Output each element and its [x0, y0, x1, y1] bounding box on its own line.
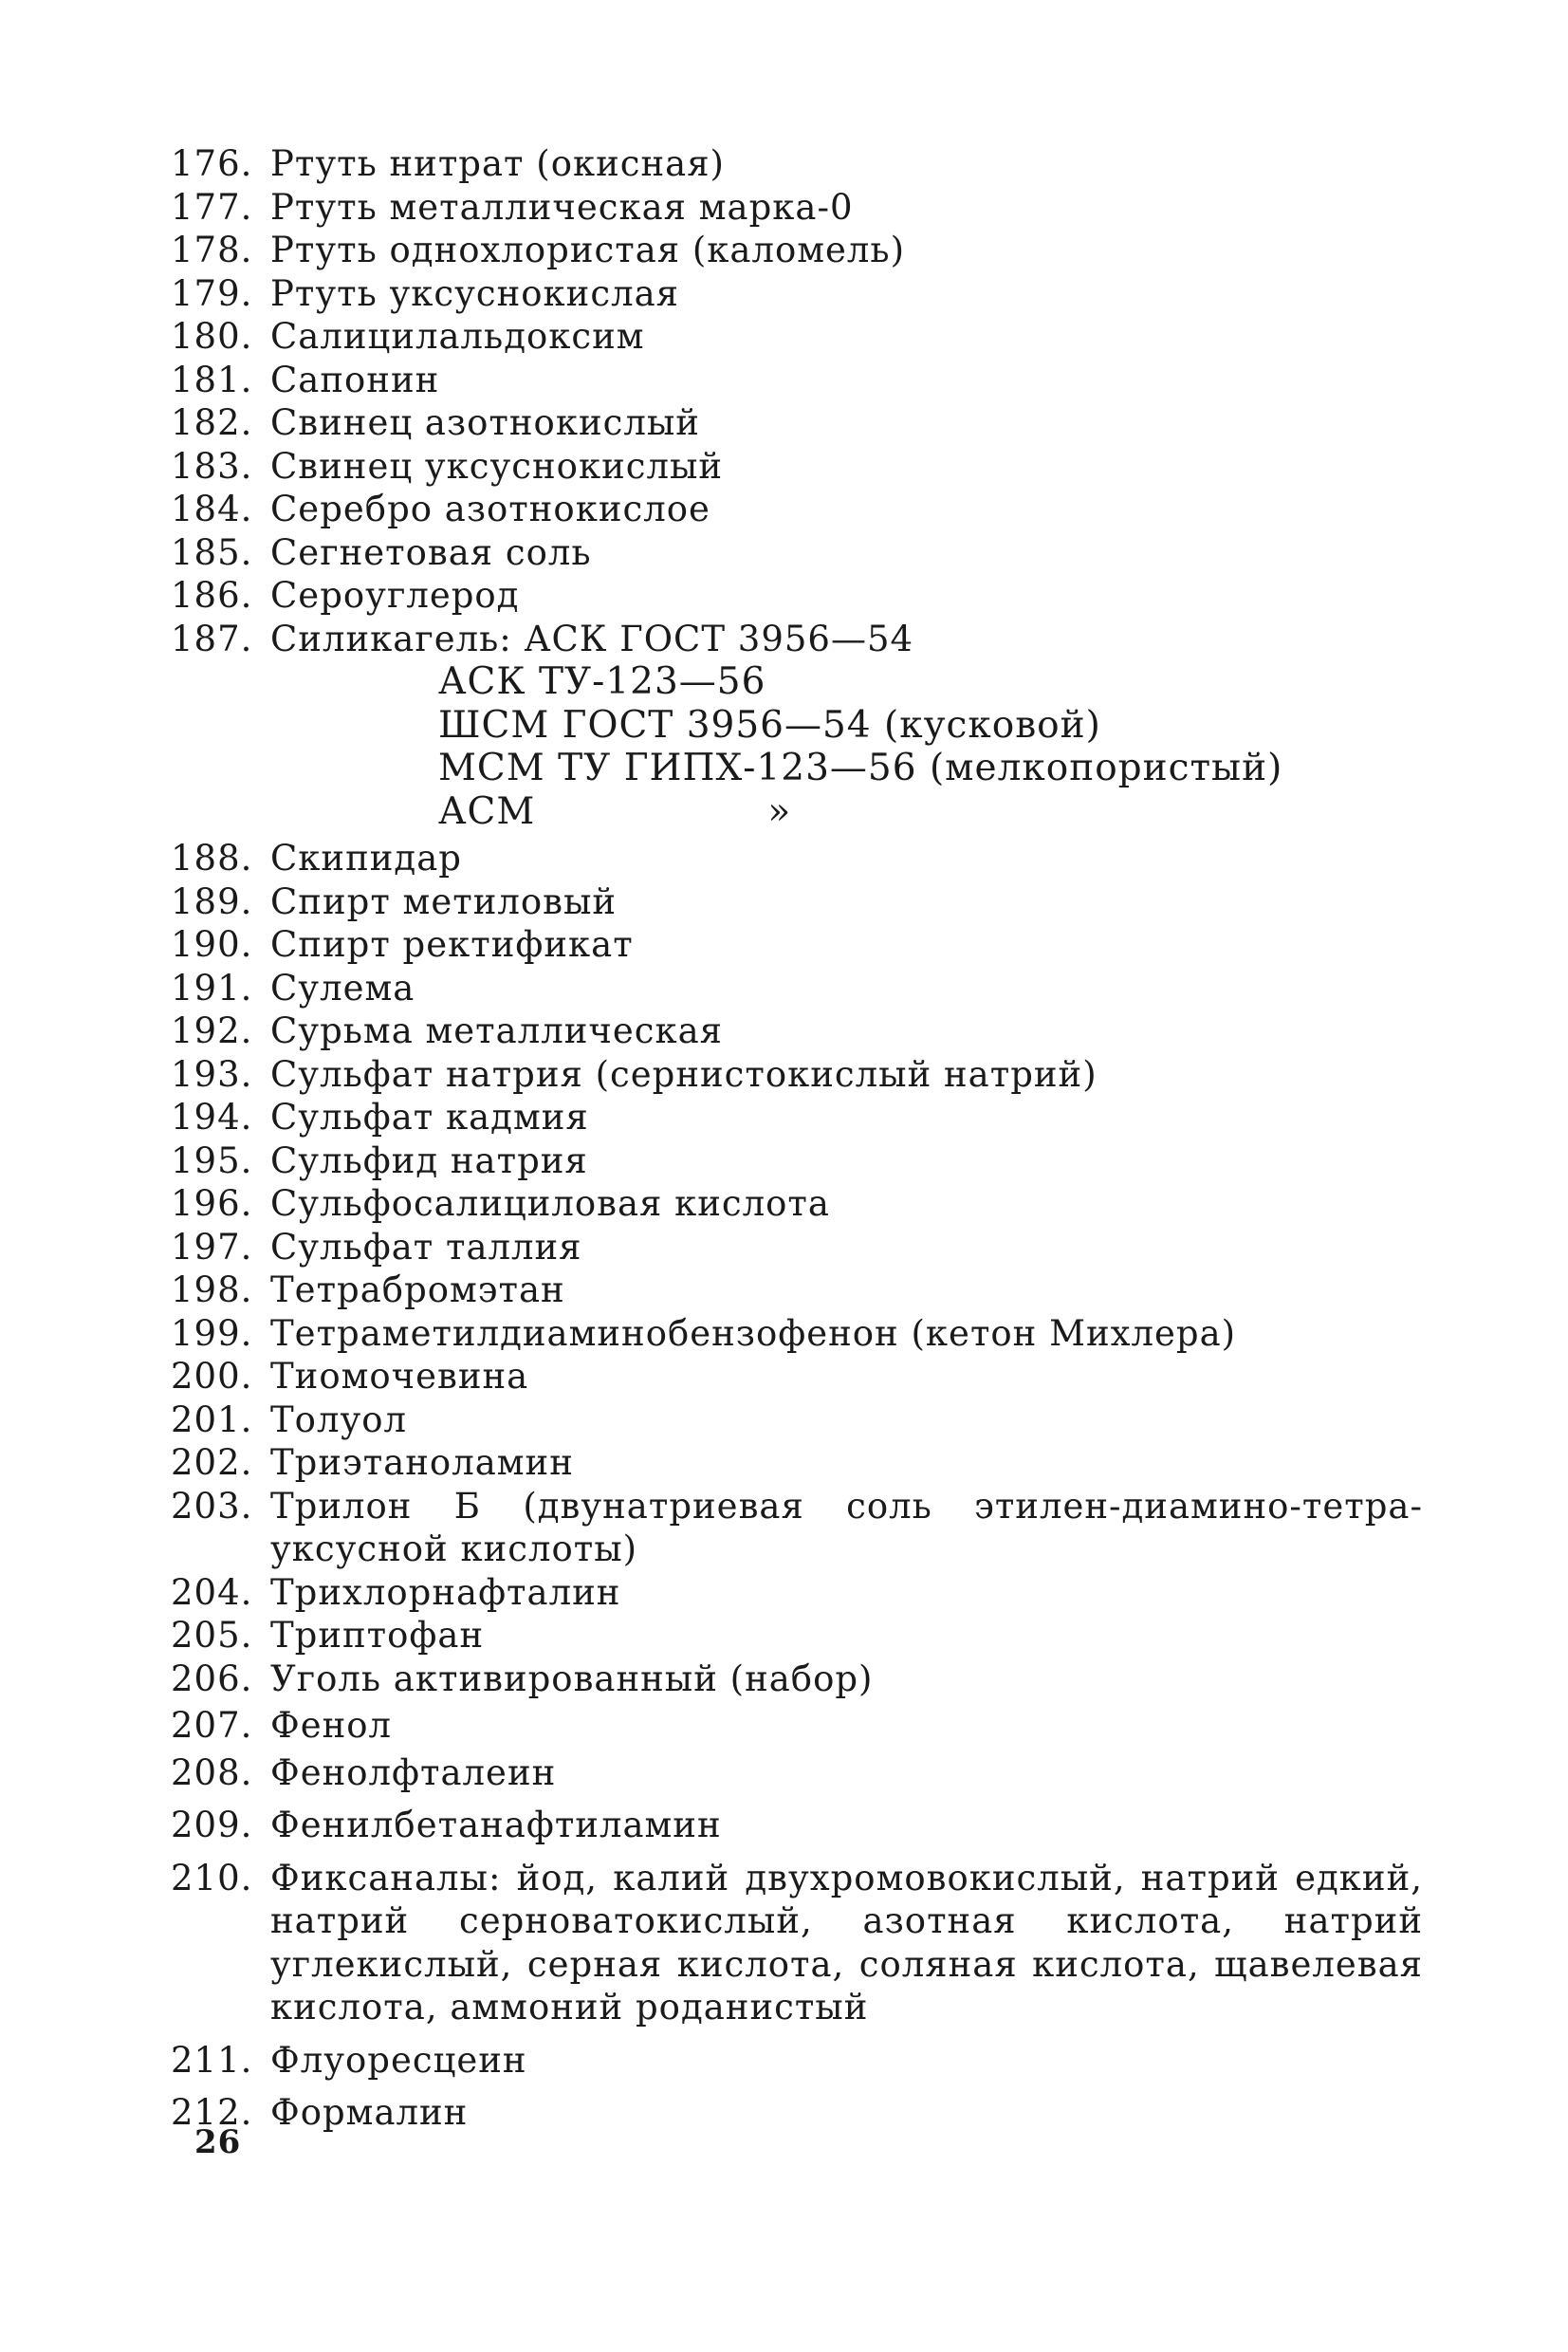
list-item	[171, 445, 1423, 489]
item-number: 196.	[171, 1183, 253, 1224]
item-text: Фенолфталеин	[270, 1751, 557, 1793]
list-item	[171, 1571, 1423, 1615]
list-item	[171, 1096, 1423, 1139]
item-number: 194.	[171, 1097, 253, 1138]
list-item	[171, 1139, 1423, 1183]
item-text: Фиксаналы: йод, калий двухромовокислый, натрий едкий, натрий серноватокислый, азотная кислота, натрий углекислый, серная кислота, соляная кислота, щавелевая кислота, аммоний роданистый	[270, 1857, 1435, 2028]
list-item	[171, 1485, 1423, 1571]
item-number: 209.	[171, 1805, 253, 1845]
item-text: Ртуть металлическая марка-0	[270, 186, 854, 228]
item-number: 180.	[171, 316, 253, 357]
item-text: Сульфат кадмия	[270, 1097, 589, 1138]
item-text: Формалин	[270, 2092, 469, 2133]
item-text: Спирт ректификат	[270, 924, 634, 965]
list-item	[171, 1441, 1423, 1485]
silicagel-subitem: ШСМ ГОСТ 3956—54 (кусковой)	[438, 703, 1101, 747]
item-text: Тетрабромэтан	[270, 1269, 565, 1310]
list-item	[171, 967, 1423, 1010]
item-number: 204.	[171, 1571, 253, 1613]
item-text: Ртуть нитрат (окисная)	[270, 143, 725, 184]
list-item	[171, 923, 1423, 967]
item-text: Фенол	[270, 1705, 393, 1746]
list-item-fixanals	[171, 1857, 1435, 2029]
item-number: 186.	[171, 575, 253, 616]
item-number: 189.	[171, 880, 253, 922]
list-item	[171, 186, 1423, 230]
silicagel-subitem: АСК ТУ-123—56	[438, 660, 766, 703]
list-item	[171, 2039, 1423, 2083]
item-number: 200.	[171, 1356, 253, 1397]
item-number: 206.	[171, 1658, 253, 1699]
item-text: Триптофан	[270, 1615, 485, 1656]
list-item	[171, 142, 1423, 186]
item-number: 193.	[171, 1053, 253, 1095]
item-text: Сегнетовая соль	[270, 531, 592, 573]
item-number: 201.	[171, 1398, 253, 1440]
item-number: 211.	[171, 2039, 253, 2081]
item-text: Сульфат натрия (сернистокислый натрий)	[270, 1053, 1098, 1095]
item-number: 195.	[171, 1139, 253, 1181]
item-text: Тиомочевина	[270, 1356, 529, 1397]
item-number: 176.	[171, 143, 253, 184]
item-number: 212.	[171, 2092, 253, 2133]
list-item	[171, 1804, 1423, 1847]
item-number: 191.	[171, 967, 253, 1009]
item-number: 178.	[171, 230, 253, 270]
item-number: 210.	[171, 1857, 253, 1898]
item-number: 207.	[171, 1705, 253, 1746]
list-item	[171, 272, 1423, 316]
item-text: Сульфосалициловая кислота	[270, 1183, 830, 1224]
item-text: Сурьма металлическая	[270, 1010, 723, 1051]
ditto-mark: »	[767, 789, 792, 833]
item-number: 184.	[171, 489, 253, 529]
list-item	[171, 1226, 1423, 1269]
item-number: 198.	[171, 1269, 253, 1310]
item-text: Свинец азотнокислый	[270, 402, 700, 443]
item-text: Силикагель: АСК ГОСТ 3956—54	[270, 618, 914, 659]
item-text: Сульфат таллия	[270, 1226, 582, 1268]
item-text: Триэтаноламин	[270, 1442, 574, 1483]
item-text: Свинец уксуснокислый	[270, 445, 724, 487]
item-number: 199.	[171, 1312, 253, 1354]
list-item	[171, 1053, 1423, 1097]
list-item	[171, 837, 1423, 880]
item-text: Сероуглерод	[270, 575, 520, 616]
item-number: 188.	[171, 838, 253, 879]
list-item	[171, 1269, 1423, 1312]
list-item	[171, 229, 1423, 272]
item-number: 203.	[171, 1485, 253, 1527]
list-item	[171, 574, 1423, 618]
item-text: Толуол	[270, 1398, 408, 1440]
silicagel-subitem-last	[171, 790, 1423, 834]
item-number: 185.	[171, 531, 253, 573]
item-number: 181.	[171, 359, 253, 400]
item-text: Трилон Б (двунатриевая соль этилен-диамино-тетра-уксусной кислоты)	[270, 1485, 1423, 1569]
list-item	[171, 315, 1423, 359]
item-text: Тетраметилдиаминобензофенон (кетон Михлера)	[270, 1312, 1237, 1354]
item-text: Ртуть уксуснокислая	[270, 272, 679, 314]
item-number: 205.	[171, 1615, 253, 1656]
list-item	[171, 1009, 1423, 1053]
item-number: 192.	[171, 1010, 253, 1051]
item-text: Уголь активированный (набор)	[270, 1658, 874, 1699]
item-number: 202.	[171, 1442, 253, 1483]
item-text: Флуоресцеин	[270, 2039, 527, 2081]
list-item	[171, 488, 1423, 531]
list-item	[171, 359, 1423, 402]
item-text: Спирт метиловый	[270, 880, 618, 922]
item-number: 177.	[171, 186, 253, 228]
list-item	[171, 1182, 1423, 1226]
list-item	[171, 1355, 1423, 1398]
silicagel-grade: АСМ	[438, 789, 536, 833]
list-item	[171, 2091, 1423, 2135]
list-item	[171, 401, 1423, 445]
list-item	[171, 1704, 1423, 1748]
list-item-silicagel	[171, 618, 1423, 661]
item-text: Ртуть однохлористая (каломель)	[270, 230, 906, 270]
item-number: 187.	[171, 618, 253, 659]
item-text: Фенилбетанафтиламин	[270, 1805, 722, 1845]
silicagel-subitem: МСМ ТУ ГИПХ-123—56 (мелкопористый)	[438, 747, 1283, 789]
item-number: 182.	[171, 402, 253, 443]
item-number: 183.	[171, 445, 253, 487]
item-text: Сапонин	[270, 359, 440, 400]
list-item	[171, 880, 1423, 924]
reagent-list	[171, 142, 1435, 2135]
list-item	[171, 1398, 1423, 1442]
item-number: 190.	[171, 924, 253, 965]
item-text: Сульфид натрия	[270, 1139, 588, 1181]
list-item	[171, 1614, 1423, 1658]
list-item	[171, 1312, 1423, 1356]
item-text: Скипидар	[270, 838, 462, 879]
list-item	[171, 1658, 1423, 1701]
item-text: Сулема	[270, 967, 415, 1009]
item-text: Трихлорнафталин	[270, 1571, 621, 1613]
item-text: Серебро азотнокислое	[270, 489, 710, 529]
item-number: 197.	[171, 1226, 253, 1268]
item-number: 179.	[171, 272, 253, 314]
item-text: Салицилальдоксим	[270, 316, 645, 357]
list-item	[171, 531, 1423, 575]
page-number: 26	[194, 2123, 242, 2161]
list-item	[171, 1751, 1423, 1795]
item-number: 208.	[171, 1751, 253, 1793]
